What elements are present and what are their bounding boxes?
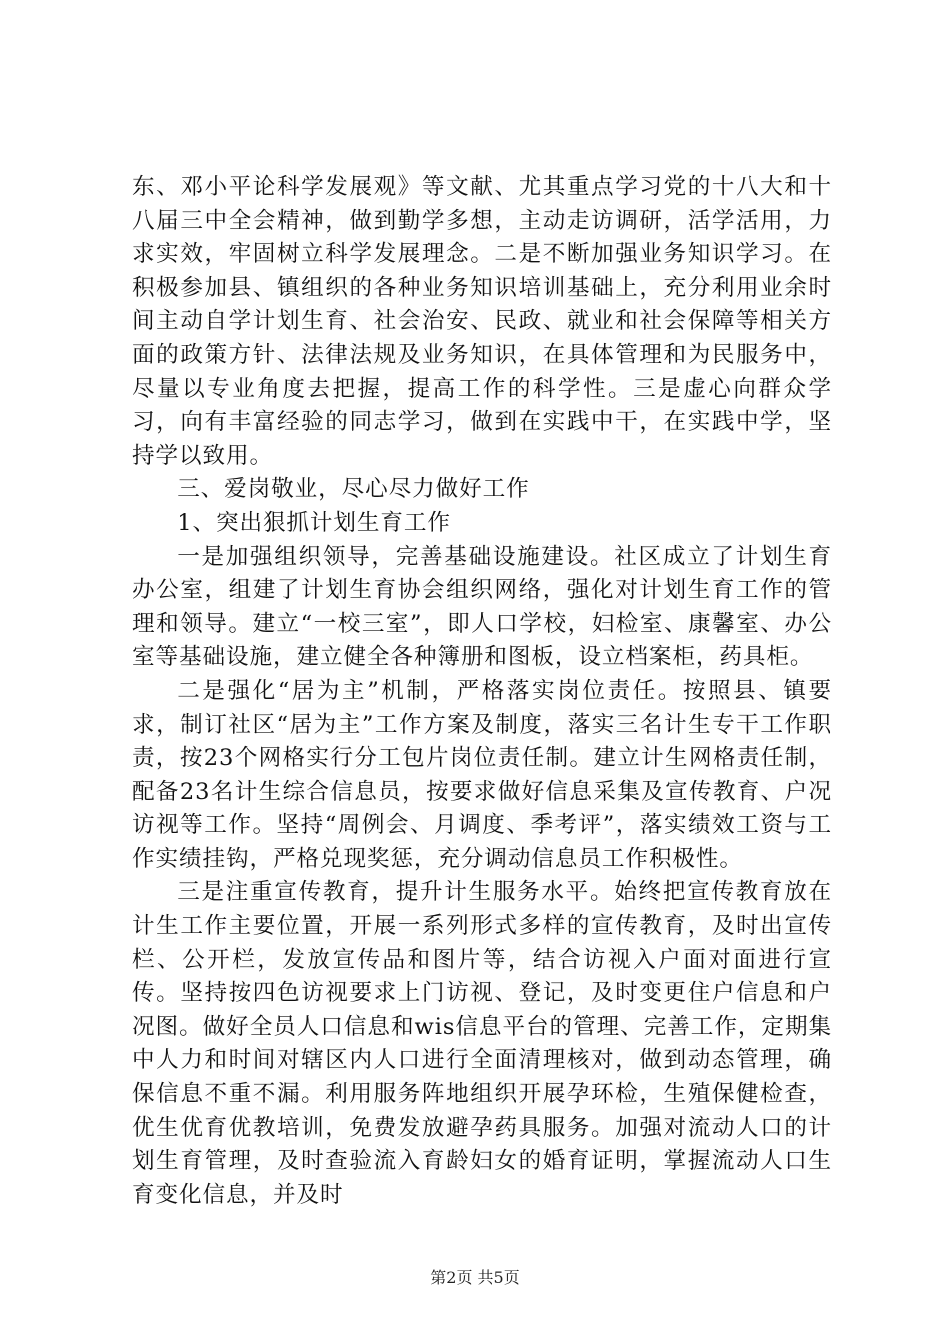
paragraph-study-continuation: 东、邓小平论科学发展观》等文献、尤其重点学习党的十八大和十八届三中全会精神，做到勤学多想，主动走访调研，活学活用，力求实效，牢固树立科学发展理念。二是不断加强业务知识学习。在积极参加县、镇组织的各种业务知识培训基础上，充分利用业余时间主动自学计划生育、社会治安、民政、就业和社会保障等相关方面的政策方针、法律法规及业务知识，在具体管理和为民服务中，尽量以专业角度去把握，提高工作的科学性。三是虚心向群众学习，向有丰富经验的同志学习，做到在实践中干，在实践中学，坚持学以致用。 (132, 174, 832, 469)
paragraph-publicity-education: 三是注重宣传教育，提升计生服务水平。始终把宣传教育放在计生工作主要位置，开展一系列形式多样的宣传教育，及时出宣传栏、公开栏，发放宣传品和图片等，结合访视入户面对面进行宣传。坚持按四色访视要求上门访视、登记，及时变更住户信息和户况图。做好全员人口信息和wis信息平台的管理、完善工作，定期集中人力和时间对辖区内人口进行全面清理核对，做到动态管理，确保信息不重不漏。利用服务阵地组织开展孕环检，生殖保健检查，优生优育优教培训，免费发放避孕药具服务。加强对流动人口的计划生育管理，及时查验流入育龄妇女的婚育证明，掌握流动人口生育变化信息，并及时 (132, 879, 832, 1208)
page-footer: 第2页 共5页 (430, 1268, 520, 1287)
paragraph-resident-mechanism: 二是强化“居为主”机制，严格落实岗位责任。按照县、镇要求，制订社区“居为主”工作方案及制度，落实三名计生专干工作职责，按23个网格实行分工包片岗位责任制。建立计生网格责任制，配备23名计生综合信息员，按要求做好信息采集及宣传教育、户况访视等工作。坚持“周例会、月调度、季考评”，落实绩效工资与工作实绩挂钩，严格兑现奖惩，充分调动信息员工作积极性。 (132, 677, 832, 872)
paragraph-organization-leadership: 一是加强组织领导，完善基础设施建设。社区成立了计划生育办公室，组建了计划生育协会组织网络，强化对计划生育工作的管理和领导。建立“一校三室”，即人口学校，妇检室、康馨室、办公室等基础设施，建立健全各种簿册和图板，设立档案柜，药具柜。 (132, 543, 832, 671)
document-body (132, 171, 832, 1212)
subsection-heading-family-planning: 1、突出狠抓计划生育工作 (177, 509, 451, 536)
section-heading-dedication: 三、爱岗敬业，尽心尽力做好工作 (177, 476, 530, 503)
